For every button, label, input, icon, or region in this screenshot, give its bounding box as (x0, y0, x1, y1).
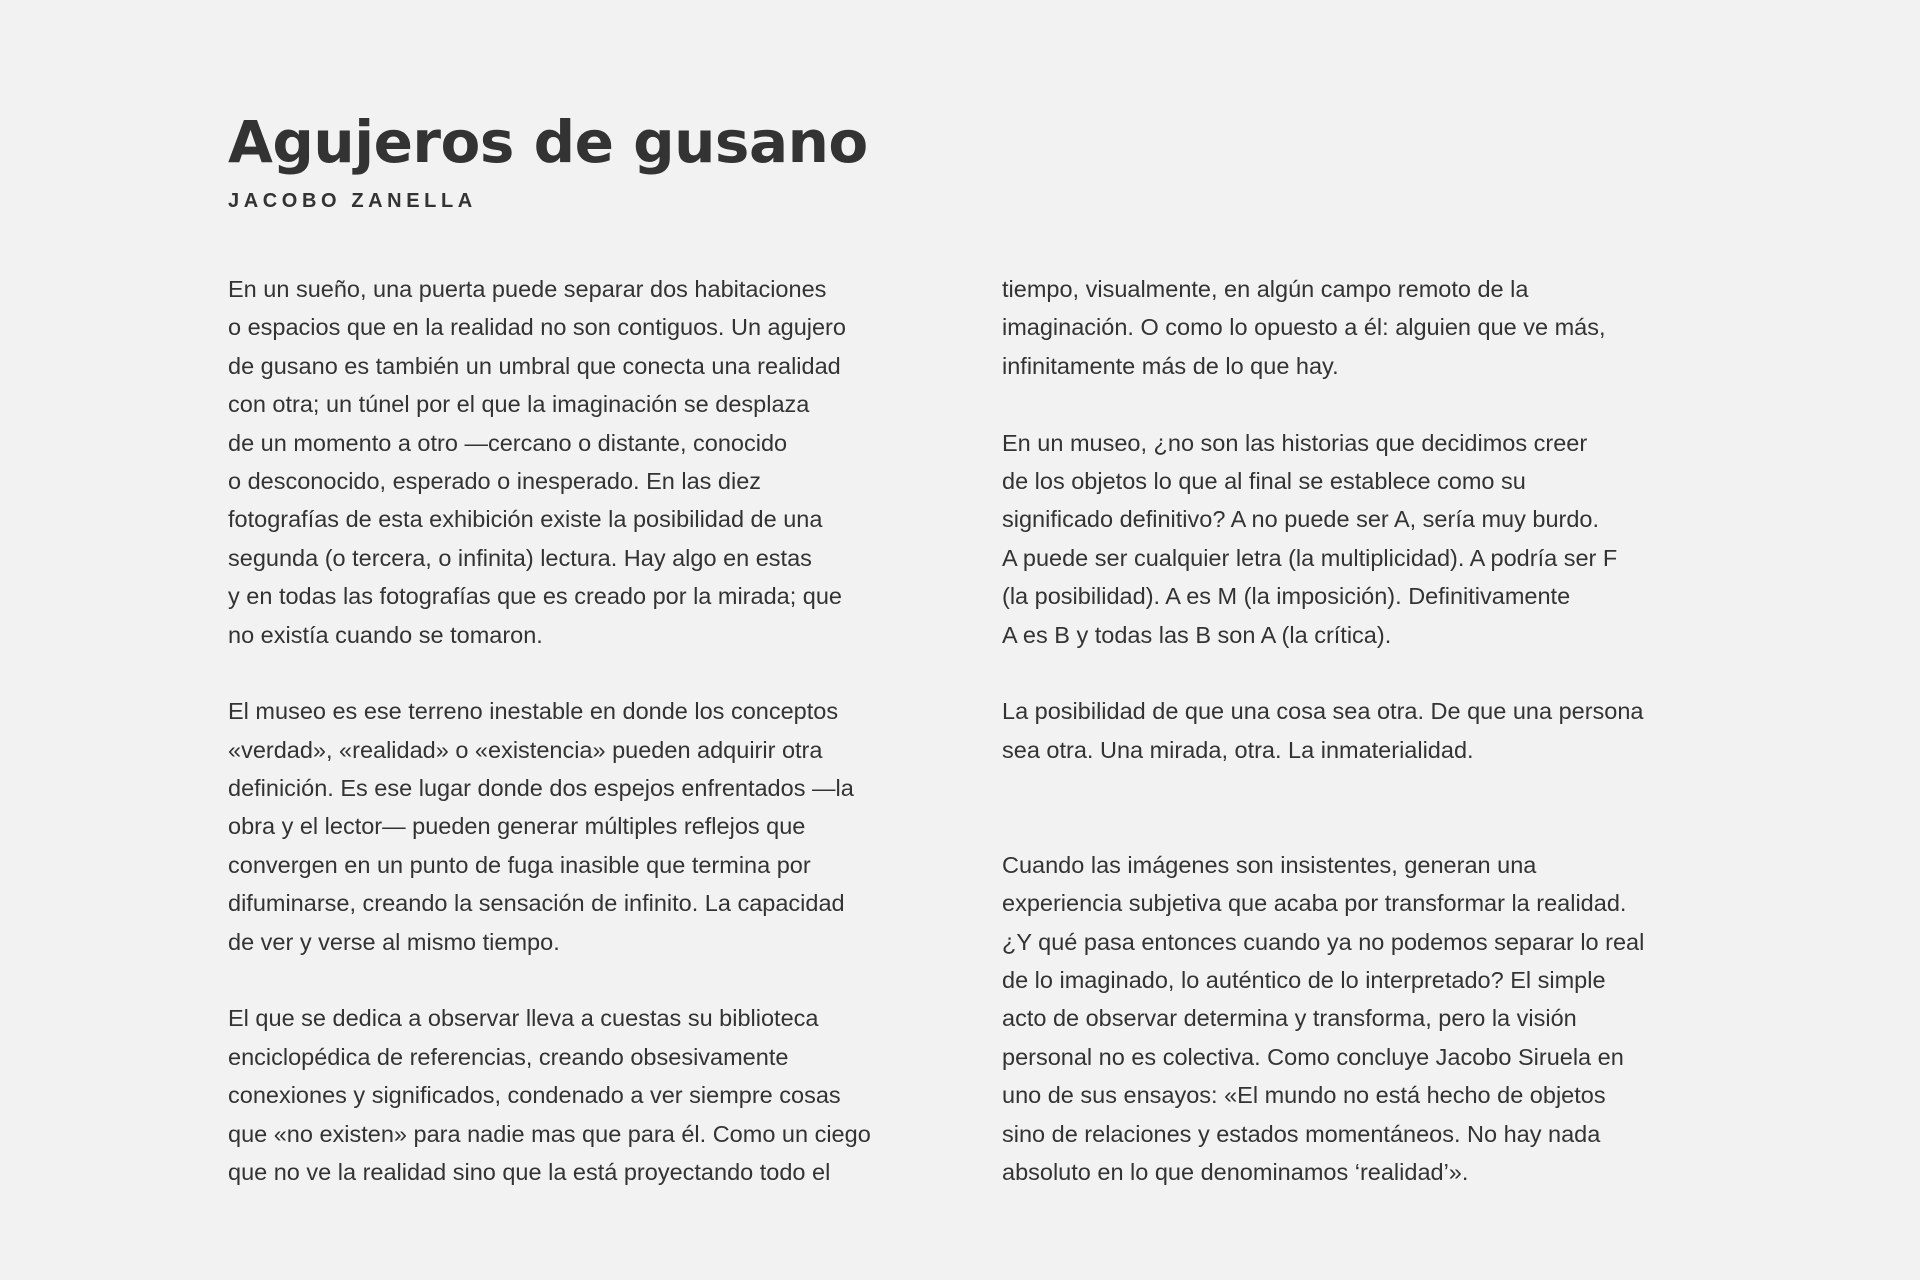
text-line: personal no es colectiva. Como concluye Jacobo Siruela en (1002, 1043, 1624, 1070)
text-line: convergen en un punto de fuga inasible que termina por (228, 851, 811, 878)
text-line: que «no existen» para nadie mas que para él. Como un ciego (228, 1120, 871, 1147)
text-line: significado definitivo? A no puede ser A, sería muy burdo. (1002, 506, 1600, 533)
article-author: JACOBO ZANELLA (228, 190, 477, 212)
text-line: sino de relaciones y estados momentáneos. No hay nada (1002, 1120, 1601, 1147)
text-column-left (228, 270, 948, 1191)
text-line: experiencia subjetiva que acaba por transformar la realidad. (1002, 890, 1627, 917)
text-line: de los objetos lo que al final se establece como su (1002, 467, 1526, 494)
text-column-right (1002, 270, 1722, 1191)
text-line: fotografías de esta exhibición existe la posibilidad de una (228, 506, 823, 533)
text-line: uno de sus ensayos: «El mundo no está hecho de objetos (1002, 1082, 1606, 1109)
text-line: «verdad», «realidad» o «existencia» pueden adquirir otra (228, 736, 823, 763)
paragraph (228, 270, 948, 654)
paragraph-spacer (1002, 654, 1722, 692)
text-line: que no ve la realidad sino que la está proyectando todo el (228, 1158, 831, 1185)
text-line: sea otra. Una mirada, otra. La inmaterialidad. (1002, 736, 1474, 763)
article-title: Agujeros de gusano (228, 108, 868, 176)
text-line: de un momento a otro —cercano o distante, conocido (228, 429, 788, 456)
text-line: conexiones y significados, condenado a ver siempre cosas (228, 1082, 841, 1109)
paragraph-spacer (228, 961, 948, 999)
text-line: con otra; un túnel por el que la imaginación se desplaza (228, 391, 810, 418)
text-line: o espacios que en la realidad no son contiguos. Un agujero (228, 314, 846, 341)
text-line: no existía cuando se tomaron. (228, 621, 543, 648)
text-line: El museo es ese terreno inestable en donde los conceptos (228, 698, 839, 725)
text-line: difuminarse, creando la sensación de infinito. La capacidad (228, 890, 845, 917)
paragraph-spacer (228, 654, 948, 692)
text-line: definición. Es ese lugar donde dos espejos enfrentados —la (228, 775, 854, 802)
paragraph (1002, 270, 1722, 385)
paragraph-spacer (1002, 769, 1722, 846)
text-line: absoluto en lo que denominamos ‘realidad’». (1002, 1159, 1469, 1185)
text-line: segunda (o tercera, o infinita) lectura. Hay algo en estas (228, 544, 812, 571)
paragraph (1002, 692, 1722, 769)
paragraph-spacer (1002, 385, 1722, 423)
text-line: tiempo, visualmente, en algún campo remoto de la (1002, 276, 1529, 302)
text-line: A puede ser cualquier letra (la multiplicidad). A podría ser F (1002, 544, 1618, 571)
paragraph (228, 692, 948, 961)
text-line: de ver y verse al mismo tiempo. (228, 928, 560, 955)
text-line: Cuando las imágenes son insistentes, generan una (1002, 851, 1537, 878)
text-line: y en todas las fotografías que es creado por la mirada; que (228, 583, 842, 610)
text-line: acto de observar determina y transforma, pero la visión (1002, 1005, 1577, 1032)
text-line: (la posibilidad). A es M (la imposición). Definitivamente (1002, 583, 1571, 610)
text-line: enciclopédica de referencias, creando obsesivamente (228, 1043, 789, 1070)
text-line: infinitamente más de lo que hay. (1002, 352, 1339, 379)
text-line: A es B y todas las B son A (la crítica). (1002, 621, 1392, 648)
text-line: En un sueño, una puerta puede separar dos habitaciones (228, 276, 827, 302)
text-line: imaginación. O como lo opuesto a él: alguien que ve más, (1002, 314, 1606, 341)
text-line: o desconocido, esperado o inesperado. En las diez (228, 467, 762, 494)
paragraph (228, 999, 948, 1191)
text-line: de lo imaginado, lo auténtico de lo interpretado? El simple (1002, 967, 1606, 994)
text-line: obra y el lector— pueden generar múltiples reflejos que (228, 813, 806, 840)
paragraph (1002, 846, 1722, 1192)
text-line: ¿Y qué pasa entonces cuando ya no podemos separar lo real (1002, 928, 1645, 955)
paragraph (1002, 424, 1722, 654)
text-line: En un museo, ¿no son las historias que decidimos creer (1002, 429, 1588, 456)
text-line: de gusano es también un umbral que conecta una realidad (228, 352, 841, 379)
text-line: El que se dedica a observar lleva a cuestas su biblioteca (228, 1005, 819, 1032)
text-line: La posibilidad de que una cosa sea otra. De que una persona (1002, 698, 1644, 725)
